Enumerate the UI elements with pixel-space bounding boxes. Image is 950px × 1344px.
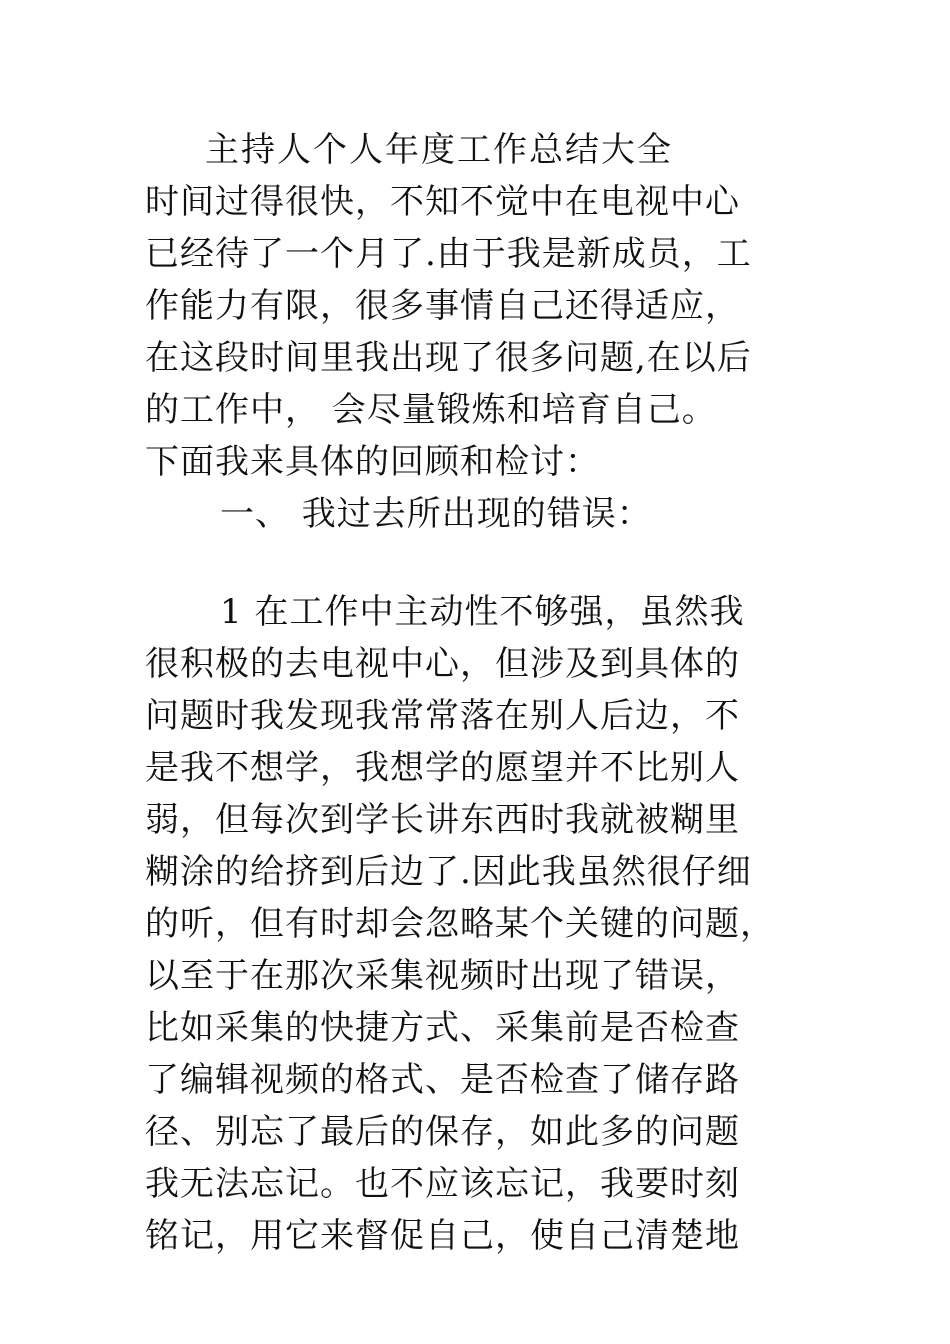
- paragraph-line: 的听，但有时却会忽略某个关键的问题，: [145, 904, 775, 944]
- paragraph-line: 时间过得很快，不知不觉中在电视中心: [145, 182, 740, 222]
- paragraph-line: 比如采集的快捷方式、采集前是否检查: [145, 1008, 740, 1048]
- paragraph-line: 了编辑视频的格式、是否检查了储存路: [145, 1060, 740, 1100]
- document-title: 主持人个人年度工作总结大全: [205, 130, 673, 170]
- paragraph-line: 下面我来具体的回顾和检讨：: [145, 442, 600, 482]
- paragraph-line: 弱，但每次到学长讲东西时我就被糊里: [145, 800, 740, 840]
- paragraph-line: 已经待了一个月了.由于我是新成员，工: [145, 234, 752, 274]
- paragraph-line: 以至于在那次采集视频时出现了错误，: [145, 956, 740, 996]
- paragraph-line: 径、别忘了最后的保存，如此多的问题: [145, 1112, 740, 1152]
- section-heading: 一、 我过去所出现的错误：: [220, 494, 652, 534]
- paragraph-line: 问题时我发现我常常落在别人后边，不: [145, 696, 740, 736]
- paragraph-line: 在这段时间里我出现了很多问题,在以后: [145, 338, 752, 378]
- paragraph-line: 1 在工作中主动性不够强，虽然我: [220, 592, 745, 632]
- paragraph-line: 铭记，用它来督促自己，使自己清楚地: [145, 1216, 740, 1256]
- paragraph-line: 作能力有限，很多事情自己还得适应，: [145, 286, 740, 326]
- paragraph-line: 糊涂的给挤到后边了.因此我虽然很仔细: [145, 852, 752, 892]
- paragraph-line: 我无法忘记。也不应该忘记，我要时刻: [145, 1164, 740, 1204]
- paragraph-line: 的工作中， 会尽量锻炼和培育自己。: [145, 390, 717, 430]
- paragraph-line: 是我不想学，我想学的愿望并不比别人: [145, 748, 740, 788]
- paragraph-line: 很积极的去电视中心，但涉及到具体的: [145, 644, 740, 684]
